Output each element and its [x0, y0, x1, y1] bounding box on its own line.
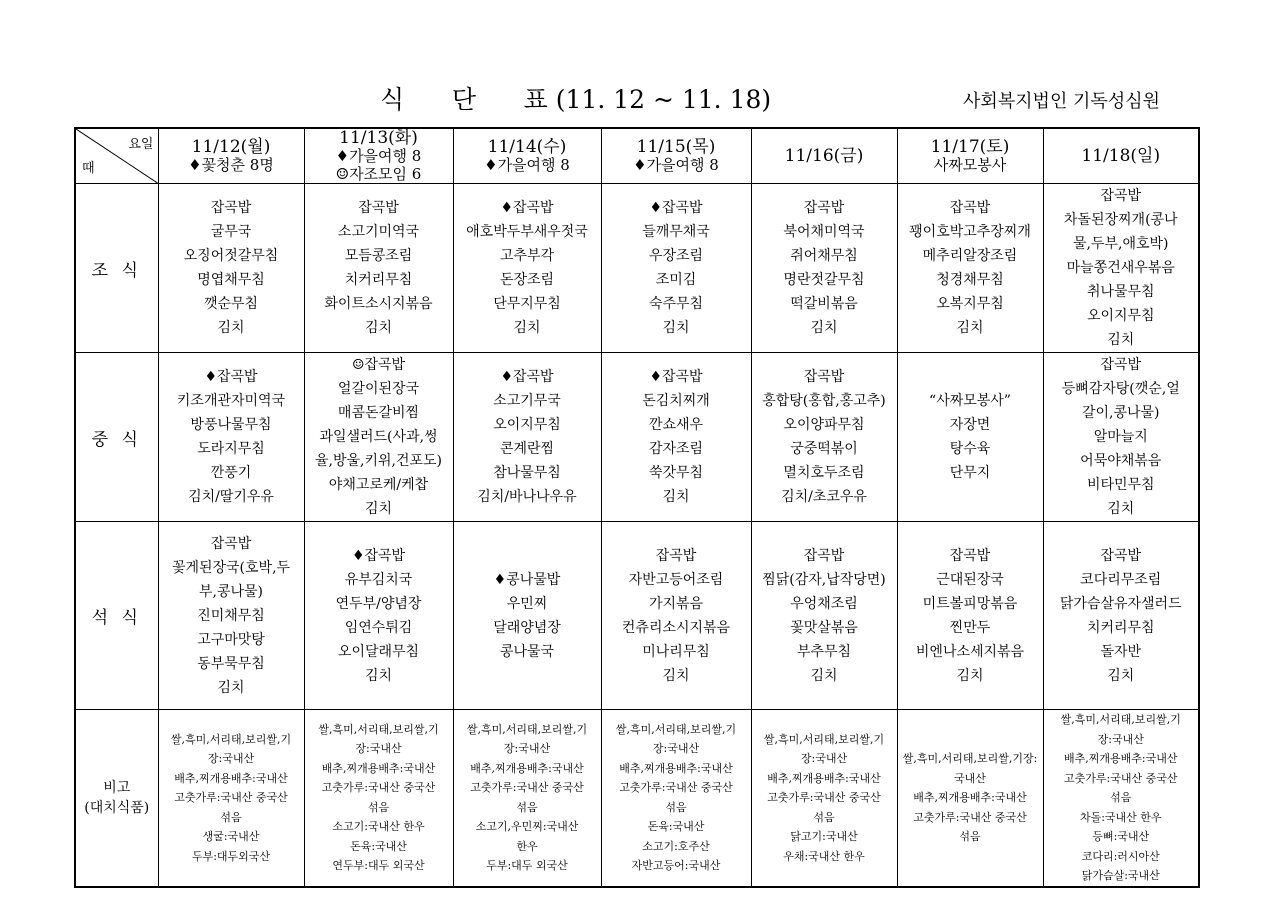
dinner-menu-day-1 — [158, 522, 304, 710]
menu-item: 자장면 — [949, 417, 991, 433]
menu-item: 모듬콩조림 — [344, 248, 413, 264]
menu-item: 차돌된장찌개(콩나 — [1063, 212, 1178, 228]
day-header-1 — [158, 128, 304, 184]
origin-note-line: 우채:국내산 한우 — [783, 849, 865, 863]
menu-item: 굴무국 — [210, 224, 252, 240]
menu-item: 우민찌 — [506, 595, 548, 612]
menu-item: “사짜모봉사” — [929, 393, 1011, 409]
origin-note-line: 섞음 — [516, 800, 538, 814]
menu-item: 돈장조림 — [499, 272, 555, 288]
menu-item: ☺잡곡밥 — [351, 357, 406, 373]
menu-item: 동부묵무침 — [197, 655, 265, 672]
menu-item: 명란젓갈무침 — [783, 272, 865, 288]
menu-item: 참나물무침 — [493, 465, 561, 481]
day-date: 11/13(화) — [339, 128, 418, 148]
dinner-menu-day-5 — [751, 522, 897, 710]
menu-item: 애호박두부새우젓국 — [466, 224, 588, 240]
origin-note-line: 고춧가루:국내산 중국산 — [321, 781, 436, 795]
menu-item: 치커리무침 — [344, 272, 413, 288]
origin-note-line: 고춧가루:국내산 중국산 — [470, 781, 584, 795]
origin-note-line: 배추,찌개용배추:국내산 — [913, 791, 1027, 804]
menu-item: 치커리무침 — [1086, 619, 1155, 636]
menu-item: 닭가슴살유자샐러드 — [1059, 595, 1182, 612]
menu-item: ♦잡곡밥 — [649, 200, 703, 216]
menu-item: 단무지 — [949, 465, 991, 481]
menu-item: 근대된장국 — [936, 571, 1004, 588]
day-header-7 — [1043, 128, 1199, 184]
menu-item: 북어채미역국 — [783, 224, 865, 240]
lunch-menu-day-2 — [304, 353, 453, 522]
menu-item: 김치 — [513, 320, 541, 336]
menu-item: ♦잡곡밥 — [351, 547, 406, 564]
origin-note-line: 등뼈:국내산 — [1092, 830, 1150, 843]
day-date: 11/15(목) — [636, 137, 716, 157]
menu-item: 자반고등어조림 — [628, 571, 724, 588]
menu-item: 꽹이호박고추장찌개 — [909, 224, 1031, 240]
origin-note-line: 쌀,흑미,서리태,보리쌀,기 — [170, 732, 292, 746]
origin-note-line: 고춧가루:국내산 중국산 — [174, 791, 288, 804]
menu-item: 김치 — [810, 667, 838, 684]
origin-note-line: 쌀,흑미,서리태,보리쌀,기 — [763, 732, 885, 746]
menu-item: 김치 — [364, 667, 393, 684]
origin-note-line: 코다리:러시아산 — [1081, 849, 1160, 863]
lunch-label: 중 식 — [75, 353, 158, 522]
origin-note-day-6 — [897, 710, 1043, 887]
menu-item: ♦콩나물밥 — [493, 571, 561, 588]
origin-note-line: 한우 — [516, 839, 538, 853]
day-header-3 — [453, 128, 601, 184]
origin-note-line: 국내산 — [954, 771, 986, 785]
origin-note-line: 돈육:국내산 — [647, 820, 705, 834]
dinner-menu-day-4 — [601, 522, 751, 710]
origin-note-day-7 — [1043, 710, 1199, 887]
origin-note-line: 섞음 — [1110, 791, 1132, 804]
menu-item: 미트볼피망볶음 — [922, 595, 1018, 612]
menu-item: 찜닭(감자,납작당면) — [762, 571, 886, 588]
menu-item: 고구마맛탕 — [197, 631, 265, 648]
menu-item: 잡곡밥 — [949, 547, 991, 564]
breakfast-menu-day-1 — [158, 184, 304, 353]
dinner-menu-day-2 — [304, 522, 453, 710]
origin-note-line: 장:국내산 — [207, 752, 255, 765]
menu-item: 고추부각 — [499, 248, 555, 264]
day-date: 11/14(수) — [487, 137, 567, 157]
dinner-menu-day-6 — [897, 522, 1043, 710]
menu-item: 화이트소시지볶음 — [324, 296, 433, 312]
menu-item: 청경채무침 — [936, 272, 1004, 288]
origin-note-line: 배추,찌개용배추:국내산 — [174, 771, 288, 785]
menu-item: 유부김치국 — [344, 571, 413, 588]
origin-note-line: 장:국내산 — [1097, 732, 1144, 746]
origin-note-line: 배추,찌개용배추:국내산 — [1064, 752, 1178, 765]
origin-note-line: 고춧가루:국내산 중국산 — [767, 791, 881, 804]
menu-item: 매콤돈갈비찜 — [337, 405, 420, 421]
origin-note-line: 차돌:국내산 한우 — [1079, 810, 1162, 824]
menu-item: 꽃게된장국(호박,두 — [171, 559, 291, 576]
day-date: 11/16(금) — [784, 146, 864, 166]
origin-note-line: 배추,찌개용배추:국내산 — [470, 761, 584, 775]
menu-item: 잡곡밥 — [655, 547, 697, 564]
notes-label-sub: (대치식품) — [84, 799, 150, 816]
origin-note-line: 장:국내산 — [503, 742, 551, 756]
day-header-2 — [304, 128, 453, 184]
menu-item: 잡곡밥 — [803, 547, 845, 564]
menu-item: 취나물무침 — [1086, 284, 1155, 300]
menu-item: 진미채무침 — [197, 607, 265, 624]
origin-note-line: 자반고등어:국내산 — [631, 859, 721, 873]
menu-item: 김치/바나나우유 — [477, 489, 577, 505]
origin-note-line: 소고기:호주산 — [642, 839, 710, 853]
menu-item: 꽃맛살볶음 — [790, 619, 858, 636]
day-date: 11/17(토) — [930, 137, 1010, 157]
origin-note-day-5 — [751, 710, 897, 887]
menu-item: ♦잡곡밥 — [649, 369, 703, 385]
menu-item: 잡곡밥 — [949, 200, 991, 216]
origin-note-day-4 — [601, 710, 751, 887]
dinner-row — [75, 522, 1199, 710]
day-event: ♦가을여행 8 — [335, 147, 422, 165]
breakfast-menu-day-6 — [897, 184, 1043, 353]
menu-item: 가지볶음 — [648, 595, 704, 612]
corner-label-day: 요일 — [128, 137, 154, 152]
meal-plan-table — [74, 127, 1200, 888]
menu-item: 오이양파무침 — [783, 417, 865, 433]
menu-item: 쥐어채무침 — [790, 248, 858, 264]
menu-item: 홍합탕(홍합,홍고추) — [762, 393, 886, 409]
origin-note-line: 섞음 — [367, 800, 390, 814]
menu-item: 김치 — [662, 320, 690, 336]
menu-item: ♦잡곡밥 — [204, 369, 258, 385]
notes-label — [75, 710, 158, 887]
origin-note-line: 소고기:국내산 한우 — [332, 820, 425, 834]
lunch-menu-day-7 — [1043, 353, 1199, 522]
menu-item: 찐만두 — [949, 619, 991, 636]
menu-item: 떡갈비볶음 — [790, 296, 858, 312]
day-event: ☺자조모임 6 — [335, 165, 422, 183]
origin-note-line: 닭고기:국내산 — [790, 830, 858, 843]
day-event: ♦가을여행 8 — [633, 156, 719, 174]
menu-item: 마늘쫑건새우볶음 — [1066, 260, 1175, 276]
menu-item: 오복지무침 — [936, 296, 1004, 312]
menu-item: 김치 — [1107, 332, 1135, 348]
menu-item: 숙주무침 — [648, 296, 704, 312]
lunch-menu-day-6 — [897, 353, 1043, 522]
origin-note-line: 배추,찌개용배추:국내산 — [619, 761, 733, 775]
menu-item: 김치 — [1107, 667, 1135, 684]
menu-item: 조미김 — [655, 272, 697, 288]
menu-item: 부추무침 — [796, 643, 852, 660]
menu-item: 김치 — [956, 320, 984, 336]
origin-note-line: 배추,찌개용배추:국내산 — [767, 771, 881, 785]
origin-note-line: 두부:대두 외국산 — [486, 859, 568, 873]
menu-item: 감자조림 — [648, 441, 704, 457]
menu-item: 갈이,콩나물) — [1081, 405, 1160, 421]
menu-item: 잡곡밥 — [358, 200, 399, 216]
menu-item: 깻순무침 — [203, 296, 259, 312]
origin-note-day-1 — [158, 710, 304, 887]
day-event: ♦꽃청춘 8명 — [188, 156, 274, 174]
day-header-4 — [601, 128, 751, 184]
menu-item: 잡곡밥 — [210, 535, 252, 552]
menu-item: 과일샐러드(사과,썽 — [319, 429, 438, 445]
origin-note-line: 장:국내산 — [355, 742, 402, 756]
dinner-label: 석 식 — [75, 522, 158, 710]
menu-item: 비엔나소세지볶음 — [915, 643, 1025, 660]
notes-row — [75, 710, 1199, 887]
menu-item: 소고기무국 — [493, 393, 561, 409]
menu-item: 우엉채조림 — [790, 595, 858, 612]
day-event: 사짜모봉사 — [933, 156, 1007, 174]
menu-item: 오징어젓갈무침 — [183, 248, 279, 264]
menu-item: 들깨무채국 — [642, 224, 710, 240]
origin-note-line: 두부:대두외국산 — [191, 849, 271, 863]
breakfast-row — [75, 184, 1199, 353]
menu-item: 궁중떡볶이 — [790, 441, 858, 457]
menu-item: ♦잡곡밥 — [500, 369, 554, 385]
menu-item: 우장조림 — [648, 248, 704, 264]
dinner-menu-day-7 — [1043, 522, 1199, 710]
menu-item: 방풍나물무침 — [190, 417, 272, 433]
breakfast-menu-day-2 — [304, 184, 453, 353]
origin-note-line: 배추,찌개용배추:국내산 — [321, 761, 436, 775]
menu-item: 김치 — [217, 320, 245, 336]
menu-item: 명엽채무침 — [197, 272, 265, 288]
origin-note-line: 고춧가루:국내산 중국산 — [1064, 771, 1178, 785]
menu-item: 김치 — [662, 667, 690, 684]
menu-item: 컨츄리소시지볶음 — [621, 619, 731, 636]
origin-note-line: 닭가슴살:국내산 — [1081, 869, 1160, 882]
menu-item: 연두부/양념장 — [335, 595, 422, 612]
breakfast-menu-day-5 — [751, 184, 897, 353]
origin-note-line: 돈육:국내산 — [350, 839, 407, 853]
menu-item: 김치 — [217, 679, 245, 696]
menu-item: 김치/초코우유 — [781, 489, 867, 505]
menu-item: 도라지무침 — [197, 441, 265, 457]
menu-item: 깐쇼새우 — [648, 417, 704, 433]
menu-item: 김치 — [662, 489, 690, 505]
origin-note-line: 장:국내산 — [652, 742, 700, 756]
day-header-5 — [751, 128, 897, 184]
origin-note-day-2 — [304, 710, 453, 887]
menu-item: 미나리무침 — [642, 643, 710, 660]
origin-note-line: 고춧가루:국내산 중국산 — [913, 810, 1027, 824]
menu-item: 키조개관자미역국 — [176, 393, 286, 409]
menu-item: 율,방울,키위,건포도) — [314, 453, 442, 469]
lunch-row — [75, 353, 1199, 522]
menu-item: 어묵야채볶음 — [1080, 453, 1162, 469]
menu-item: 김치 — [1107, 501, 1135, 517]
lunch-menu-day-4 — [601, 353, 751, 522]
origin-note-line: 섞음 — [813, 810, 835, 824]
day-header-6 — [897, 128, 1043, 184]
breakfast-menu-day-7 — [1043, 184, 1199, 353]
menu-item: 잡곡밥 — [803, 369, 845, 385]
origin-note-line: 쌀,흑미,서리태,보리쌀,기 — [615, 722, 737, 736]
menu-item: 코다리무조림 — [1080, 571, 1162, 588]
menu-item: 부,콩나물) — [198, 583, 263, 600]
menu-item: 소고기미역국 — [337, 224, 420, 240]
menu-item: 오이지무침 — [493, 417, 561, 433]
breakfast-label: 조 식 — [75, 184, 158, 353]
origin-note-line: 장:국내산 — [800, 752, 848, 765]
menu-item: 콩나물국 — [499, 643, 555, 660]
menu-item: 메추리알장조림 — [922, 248, 1018, 264]
menu-item: 김치 — [810, 320, 838, 336]
menu-item: 탕수육 — [949, 441, 991, 457]
origin-note-line: 섞음 — [220, 810, 242, 824]
menu-item: 콘계란찜 — [499, 441, 555, 457]
origin-note-line: 소고기,우민찌:국내산 — [475, 820, 579, 834]
menu-item: 물,두부,애호박) — [1072, 236, 1169, 252]
origin-note-line: 쌀,흑미,서리태,보리쌀,기 — [318, 722, 439, 736]
menu-item: 달래양념장 — [493, 619, 561, 636]
origin-note-line: 섞음 — [959, 830, 981, 843]
corner-label-meal: 때 — [82, 161, 95, 176]
menu-item: 오이지무침 — [1086, 308, 1155, 324]
page-title: 식 단 표 (11. 12 ~ 11. 18) — [380, 85, 772, 114]
menu-item: 야채고로케/케찹 — [328, 477, 429, 493]
origin-note-line: 쌀,흑미,서리태,보리쌀,기장: — [902, 752, 1038, 765]
menu-item: ♦잡곡밥 — [500, 200, 554, 216]
menu-item: 깐풍기 — [210, 465, 252, 481]
origin-note-line: 섞음 — [665, 800, 687, 814]
menu-item: 잡곡밥 — [210, 200, 252, 216]
lunch-menu-day-1 — [158, 353, 304, 522]
menu-item: 임연수튀김 — [344, 619, 413, 636]
menu-item: 쑥갓무침 — [648, 465, 704, 481]
day-date: 11/18(일) — [1081, 146, 1161, 166]
origin-note-line: 고춧가루:국내산 중국산 — [619, 781, 733, 795]
menu-item: 돈김치찌개 — [642, 393, 710, 409]
menu-item: 잡곡밥 — [803, 200, 845, 216]
menu-item: 비타민무침 — [1086, 477, 1155, 493]
menu-item: 등뼈감자탕(깻순,얼 — [1061, 381, 1180, 397]
corner-cell — [75, 128, 158, 184]
day-event: ♦가을여행 8 — [484, 156, 570, 174]
menu-item: 멸치호두조림 — [783, 465, 865, 481]
menu-item: 알마늘지 — [1093, 429, 1148, 445]
day-date: 11/12(월) — [191, 137, 271, 157]
origin-note-day-3 — [453, 710, 601, 887]
header-row — [75, 128, 1199, 184]
menu-item: 잡곡밥 — [1100, 188, 1142, 204]
notes-label-title: 비고 — [103, 779, 131, 796]
menu-item: 얼갈이된장국 — [337, 381, 420, 397]
organization-name: 사회복지법인 기독성심원 — [963, 91, 1160, 112]
menu-item: 잡곡밥 — [1100, 357, 1142, 373]
lunch-menu-day-5 — [751, 353, 897, 522]
lunch-menu-day-3 — [453, 353, 601, 522]
menu-item: 단무지무침 — [493, 296, 561, 312]
menu-item: 김치/딸기우유 — [188, 489, 274, 505]
origin-note-line: 쌀,흑미,서리태,보리쌀,기 — [1060, 713, 1181, 726]
menu-item: 돌자반 — [1100, 643, 1142, 660]
menu-item: 오이달래무침 — [337, 643, 420, 660]
menu-item: 잡곡밥 — [1100, 547, 1142, 564]
origin-note-line: 연두부:대두 외국산 — [332, 859, 425, 873]
origin-note-line: 생굴:국내산 — [202, 830, 260, 843]
menu-item: 김치 — [364, 501, 393, 517]
breakfast-menu-day-3 — [453, 184, 601, 353]
origin-note-line: 쌀,흑미,서리태,보리쌀,기 — [466, 722, 588, 736]
dinner-menu-day-3 — [453, 522, 601, 710]
breakfast-menu-day-4 — [601, 184, 751, 353]
menu-item: 김치 — [364, 320, 393, 336]
menu-item: 김치 — [956, 667, 984, 684]
